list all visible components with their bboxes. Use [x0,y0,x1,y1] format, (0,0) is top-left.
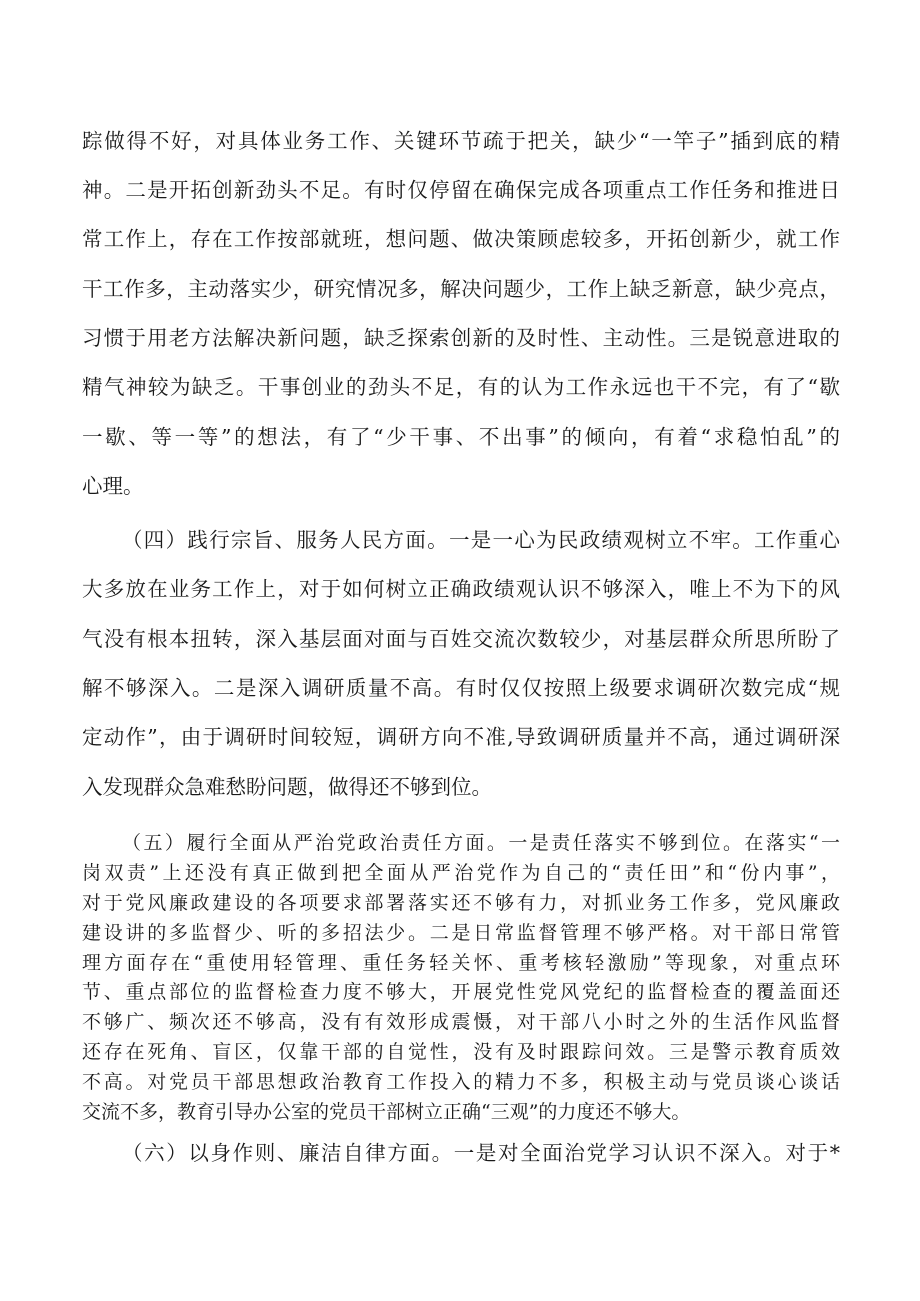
text-line: 对于党风廉政建设的各项要求部署落实还不够有力，对抓业务工作多，党风廉政 [82,892,840,914]
section-five-heading-line: （五）履行全面从严治党政治责任方面。一是责任落实不够到位。在落实“一 [122,832,840,854]
text-line: 岗双责”上还没有真正做到把全面从严治党作为自己的“责任田”和“份内事”， [82,862,840,884]
text-line: 气没有根本扭转，深入基层面对面与百姓交流次数较少，对基层群众所思所盼了 [82,627,840,651]
text-line: 入发现群众急难愁盼问题，做得还不够到位。 [82,775,492,799]
text-line: 还存在死角、盲区，仅靠干部的自觉性，没有及时跟踪问效。三是警示教育质效 [82,1041,840,1063]
section-six-heading-line: （六）以身作则、廉洁自律方面。一是对全面治党学习认识不深入。对于* [122,1141,840,1165]
text-line: 精气神较为缺乏。干事创业的劲头不足，有的认为工作永远也干不完，有了“歇 [82,375,840,399]
text-line: 干工作多，主动落实少，研究情况多，解决问题少，工作上缺乏新意，缺少亮点， [82,277,840,301]
text-line: 神。二是开拓创新劲头不足。有时仅停留在确保完成各项重点工作任务和推进日 [82,178,840,202]
text-line: 不高。对党员干部思想政治教育工作投入的精力不多，积极主动与党员谈心谈话 [82,1071,840,1093]
text-line: 节、重点部位的监督检查力度不够大，开展党性党风党纪的监督检查的覆盖面还 [82,981,840,1003]
section-four-heading-line: （四）践行宗旨、服务人民方面。一是一心为民政绩观树立不牢。工作重心 [122,528,840,552]
text-line: 常工作上，存在工作按部就班，想问题、做决策顾虑较多，开拓创新少，就工作 [82,227,840,251]
text-line: 不够广、频次还不够高，没有有效形成震慑，对干部八小时之外的生活作风监督 [82,1011,840,1033]
text-line: 理方面存在“重使用轻管理、重任务轻关怀、重考核轻激励”等现象，对重点环 [82,952,840,974]
text-line: 建设讲的多监督少、听的多招法少。二是日常监督管理不够严格。对干部日常管 [82,922,840,944]
text-line: 大多放在业务工作上，对于如何树立正确政绩观认识不够深入，唯上不为下的风 [82,577,840,601]
text-line: 定动作”，由于调研时间较短，调研方向不准,导致调研质量并不高，通过调研深 [82,725,840,749]
text-line: 交流不多，教育引导办公室的党员干部树立正确“三观”的力度还不够大。 [82,1101,691,1123]
text-line: 习惯于用老方法解决新问题，缺乏探索创新的及时性、主动性。三是锐意进取的 [82,326,840,350]
text-line: 心理。 [82,474,144,498]
text-line: 一歇、等一等”的想法，有了“少干事、不出事”的倾向，有着“求稳怕乱”的 [82,425,840,449]
text-line: 踪做得不好，对具体业务工作、关键环节疏于把关，缺少“一竿子”插到底的精 [82,129,840,153]
text-line: 解不够深入。二是深入调研质量不高。有时仅仅按照上级要求调研次数完成“规 [82,676,840,700]
